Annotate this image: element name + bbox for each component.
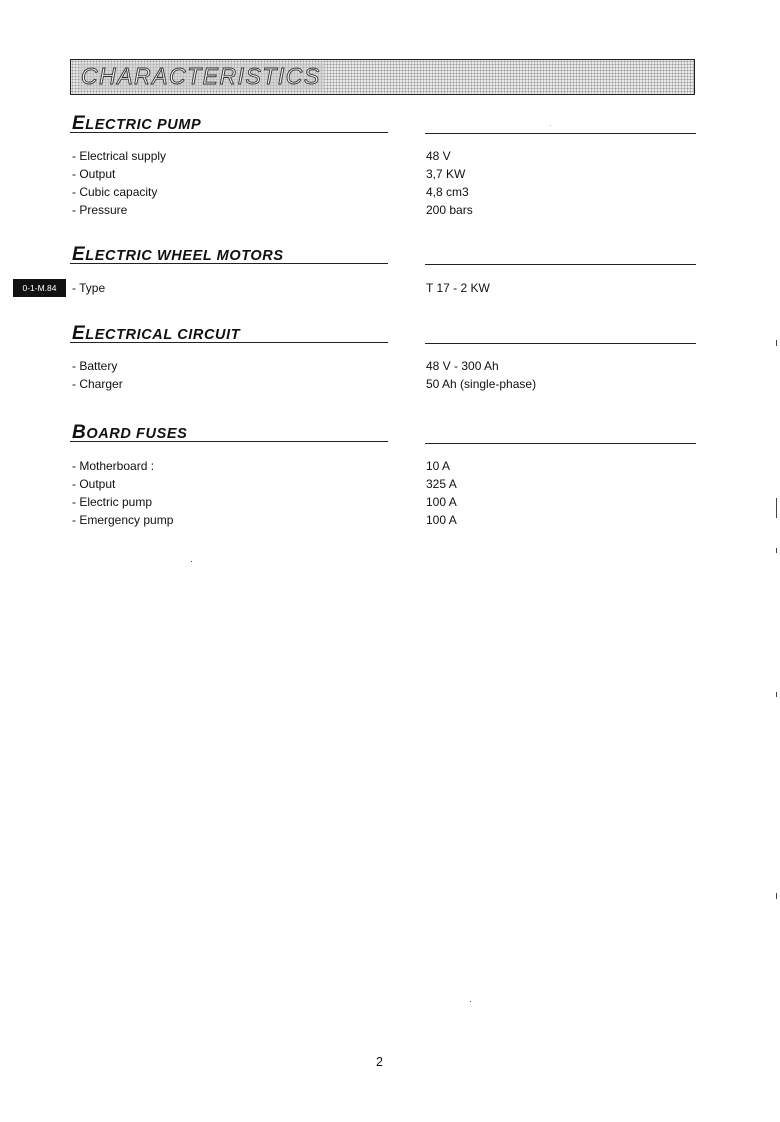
- item-label: - Output: [72, 477, 116, 491]
- item-value: 10 A: [426, 459, 451, 473]
- section-rule-left: [70, 441, 388, 442]
- item-value: 50 Ah (single-phase): [426, 377, 537, 391]
- item-value: 200 bars: [426, 203, 473, 217]
- section-rule-right: [425, 264, 696, 265]
- page-number: 2: [376, 1055, 383, 1069]
- item-value: 48 V: [426, 149, 451, 163]
- item-label: - Output: [72, 167, 116, 181]
- scan-edge-mark: [776, 692, 777, 697]
- side-reference-tag: 0-1-M.84: [13, 279, 66, 297]
- section-title-electric-wheel-motors: ELECTRIC WHEEL MOTORS: [72, 244, 284, 265]
- item-value: 100 A: [426, 495, 457, 509]
- item-value: 4,8 cm3: [426, 185, 469, 199]
- section-title-electrical-circuit: ELECTRICAL CIRCUIT: [72, 323, 241, 344]
- page-title: CHARACTERISTICS: [79, 63, 325, 90]
- section-title-board-fuses: BOARD FUSES: [72, 422, 188, 443]
- section-rule-right: [425, 133, 696, 134]
- section-rule-right: [425, 443, 696, 444]
- item-label: - Cubic capacity: [72, 185, 158, 199]
- scan-speck: [550, 125, 551, 126]
- item-label: - Emergency pump: [72, 513, 174, 527]
- scan-speck: [470, 1001, 471, 1002]
- scan-edge-mark: [776, 340, 777, 346]
- item-value: 3,7 KW: [426, 167, 466, 181]
- item-value: 100 A: [426, 513, 457, 527]
- scan-speck: [191, 561, 192, 562]
- item-value: 48 V - 300 Ah: [426, 359, 499, 373]
- section-rule-left: [70, 342, 388, 343]
- section-title-electric-pump: ELECTRIC PUMP: [72, 113, 202, 134]
- title-banner: [70, 59, 695, 95]
- section-rule-right: [425, 343, 696, 344]
- scan-edge-mark: [776, 548, 777, 553]
- item-value: T 17 - 2 KW: [426, 281, 490, 295]
- item-label: - Motherboard :: [72, 459, 155, 473]
- item-label: - Pressure: [72, 203, 128, 217]
- section-rule-left: [70, 263, 388, 264]
- item-label: - Battery: [72, 359, 118, 373]
- section-rule-left: [70, 132, 388, 133]
- item-label: - Electric pump: [72, 495, 153, 509]
- item-label: - Charger: [72, 377, 123, 391]
- scan-edge-mark: [776, 893, 777, 899]
- item-value: 325 A: [426, 477, 457, 491]
- item-label: - Type: [72, 281, 106, 295]
- item-label: - Electrical supply: [72, 149, 167, 163]
- scan-edge-mark: [776, 498, 777, 518]
